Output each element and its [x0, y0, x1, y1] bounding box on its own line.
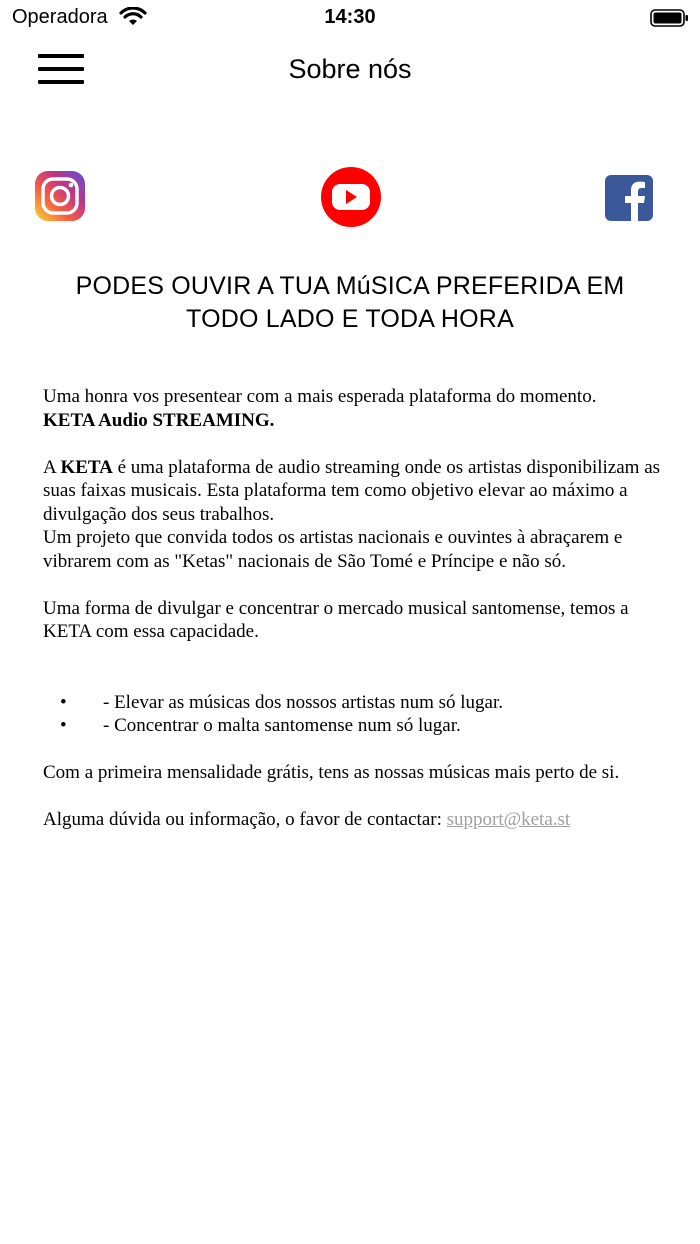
contact-paragraph: Alguma dúvida ou informação, o favor de contactar: support@keta.st — [43, 809, 571, 830]
intro-bold-text: KETA Audio STREAMING. — [43, 409, 275, 431]
about-content — [43, 385, 668, 832]
brand-name: KETA — [60, 456, 113, 478]
headline-line-1: PODES OUVIR A TUA MúSICA PREFERIDA EM — [75, 272, 625, 300]
support-email-link[interactable]: support@keta.st — [446, 809, 571, 830]
headline — [40, 270, 660, 336]
list-item: • - Concentrar o malta santomense num só lugar. — [60, 715, 461, 736]
instagram-link[interactable] — [34, 170, 86, 227]
status-bar — [0, 0, 700, 36]
market-paragraph: Uma forma de divulgar e concentrar o mercado musical santomense, temos a KETA com essa capacidade. — [43, 597, 629, 642]
facebook-icon — [604, 174, 654, 222]
description-paragraph: A KETA é uma plataforma de audio streaming onde os artistas disponibilizam as suas faixas musicais. Esta plataforma tem como objetivo elevar ao máximo a divulgação dos seus trabalhos. — [43, 456, 661, 525]
facebook-link[interactable] — [604, 174, 654, 227]
carrier-label: Operadora — [12, 6, 108, 28]
status-time: 14:30 — [324, 6, 376, 28]
intro-text: Uma honra vos presentear com a mais esperada plataforma do momento. — [43, 386, 597, 407]
page-title: Sobre nós — [288, 54, 412, 84]
list-item: • - Elevar as músicas dos nossos artistas num só lugar. — [60, 691, 504, 713]
project-paragraph: Um projeto que convida todos os artistas nacionais e ouvintes à abraçarem e vibrarem com as "Ketas" nacionais de São Tomé e Príncipe e não só. — [43, 527, 623, 572]
battery-icon — [650, 9, 690, 32]
youtube-link[interactable] — [320, 166, 382, 233]
feature-list — [43, 691, 668, 738]
headline-line-2: TODO LADO E TODA HORA — [186, 305, 514, 333]
offer-paragraph: Com a primeira mensalidade grátis, tens as nossas músicas mais perto de si. — [43, 762, 620, 783]
nav-bar — [0, 44, 700, 100]
instagram-icon — [34, 170, 86, 222]
youtube-icon — [320, 166, 382, 228]
